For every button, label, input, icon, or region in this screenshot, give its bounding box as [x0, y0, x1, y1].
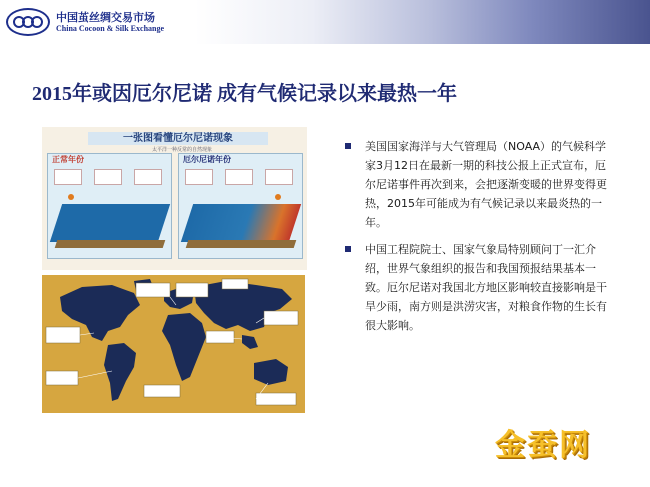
callout-box	[134, 169, 162, 185]
africa-shape	[162, 313, 206, 381]
bullet-item	[343, 137, 615, 232]
warm-pool-icon	[275, 194, 281, 200]
bullet-text: 中国工程院院士、国家气象局特别顾问丁一汇介绍，世界气象组织的报告和我国预报结果基本一致。厄尔尼诺对我国北方地区影响较直接影响是干旱少雨，南方则是洪涝灾害，对粮食作物的生长有很大影响。	[365, 243, 607, 332]
elnino-year-panel	[178, 153, 303, 259]
impact-callout	[222, 279, 248, 289]
infographic-subtitle: 太平洋一种反常的自然现象	[152, 147, 213, 153]
bullet-text: 美国国家海洋与大气管理局（NOAA）的气候科学家3月12日在最新一期的科技公报上正式宣布，厄尔尼诺事件再次到来，会把逐渐变暖的世界变得更热，2015年可能成为有气候记录以来最炎热的一年。	[365, 140, 607, 229]
callout-box	[185, 169, 213, 185]
impact-callout	[46, 371, 78, 385]
logo-chinese-name: 中国茧丝绸交易市场	[56, 11, 155, 24]
southeast-asia-shape	[242, 335, 258, 349]
elnino-infographic	[42, 127, 307, 270]
square-bullet-icon	[345, 246, 351, 252]
australia-shape	[254, 359, 288, 385]
callout-box	[225, 169, 253, 185]
impact-callout	[46, 327, 80, 343]
impact-callout	[176, 283, 208, 297]
impact-callout	[264, 311, 298, 325]
warm-pool-icon	[68, 194, 74, 200]
exchange-logo	[6, 6, 176, 38]
logo-rings-icon	[6, 8, 50, 36]
square-bullet-icon	[345, 143, 351, 149]
bullet-list	[343, 137, 615, 335]
world-map-graphic	[42, 275, 305, 413]
impact-callout	[144, 385, 180, 397]
impact-callout	[136, 283, 170, 297]
callout-box	[54, 169, 82, 185]
elnino-year-label: 厄尔尼诺年份	[183, 155, 231, 164]
slide-title: 2015年或因厄尔尼诺 成有气候记录以来最热一年	[32, 83, 457, 105]
bullet-item	[343, 240, 615, 335]
pacific-ocean-diagram	[181, 204, 301, 242]
infographic-title: 一张图看懂厄尔尼诺现象	[88, 132, 268, 145]
seafloor-strip	[55, 240, 166, 248]
brand-watermark: 金蚕网	[495, 428, 591, 463]
callout-box	[265, 169, 293, 185]
logo-english-name: China Cocoon & Silk Exchange	[56, 24, 165, 33]
world-impact-map	[42, 275, 305, 413]
normal-year-label: 正常年份	[52, 155, 84, 164]
impact-callout	[256, 393, 296, 405]
normal-year-panel	[47, 153, 172, 259]
pacific-ocean-diagram	[50, 204, 170, 242]
south-america-shape	[104, 343, 136, 401]
callout-box	[94, 169, 122, 185]
seafloor-strip	[186, 240, 297, 248]
